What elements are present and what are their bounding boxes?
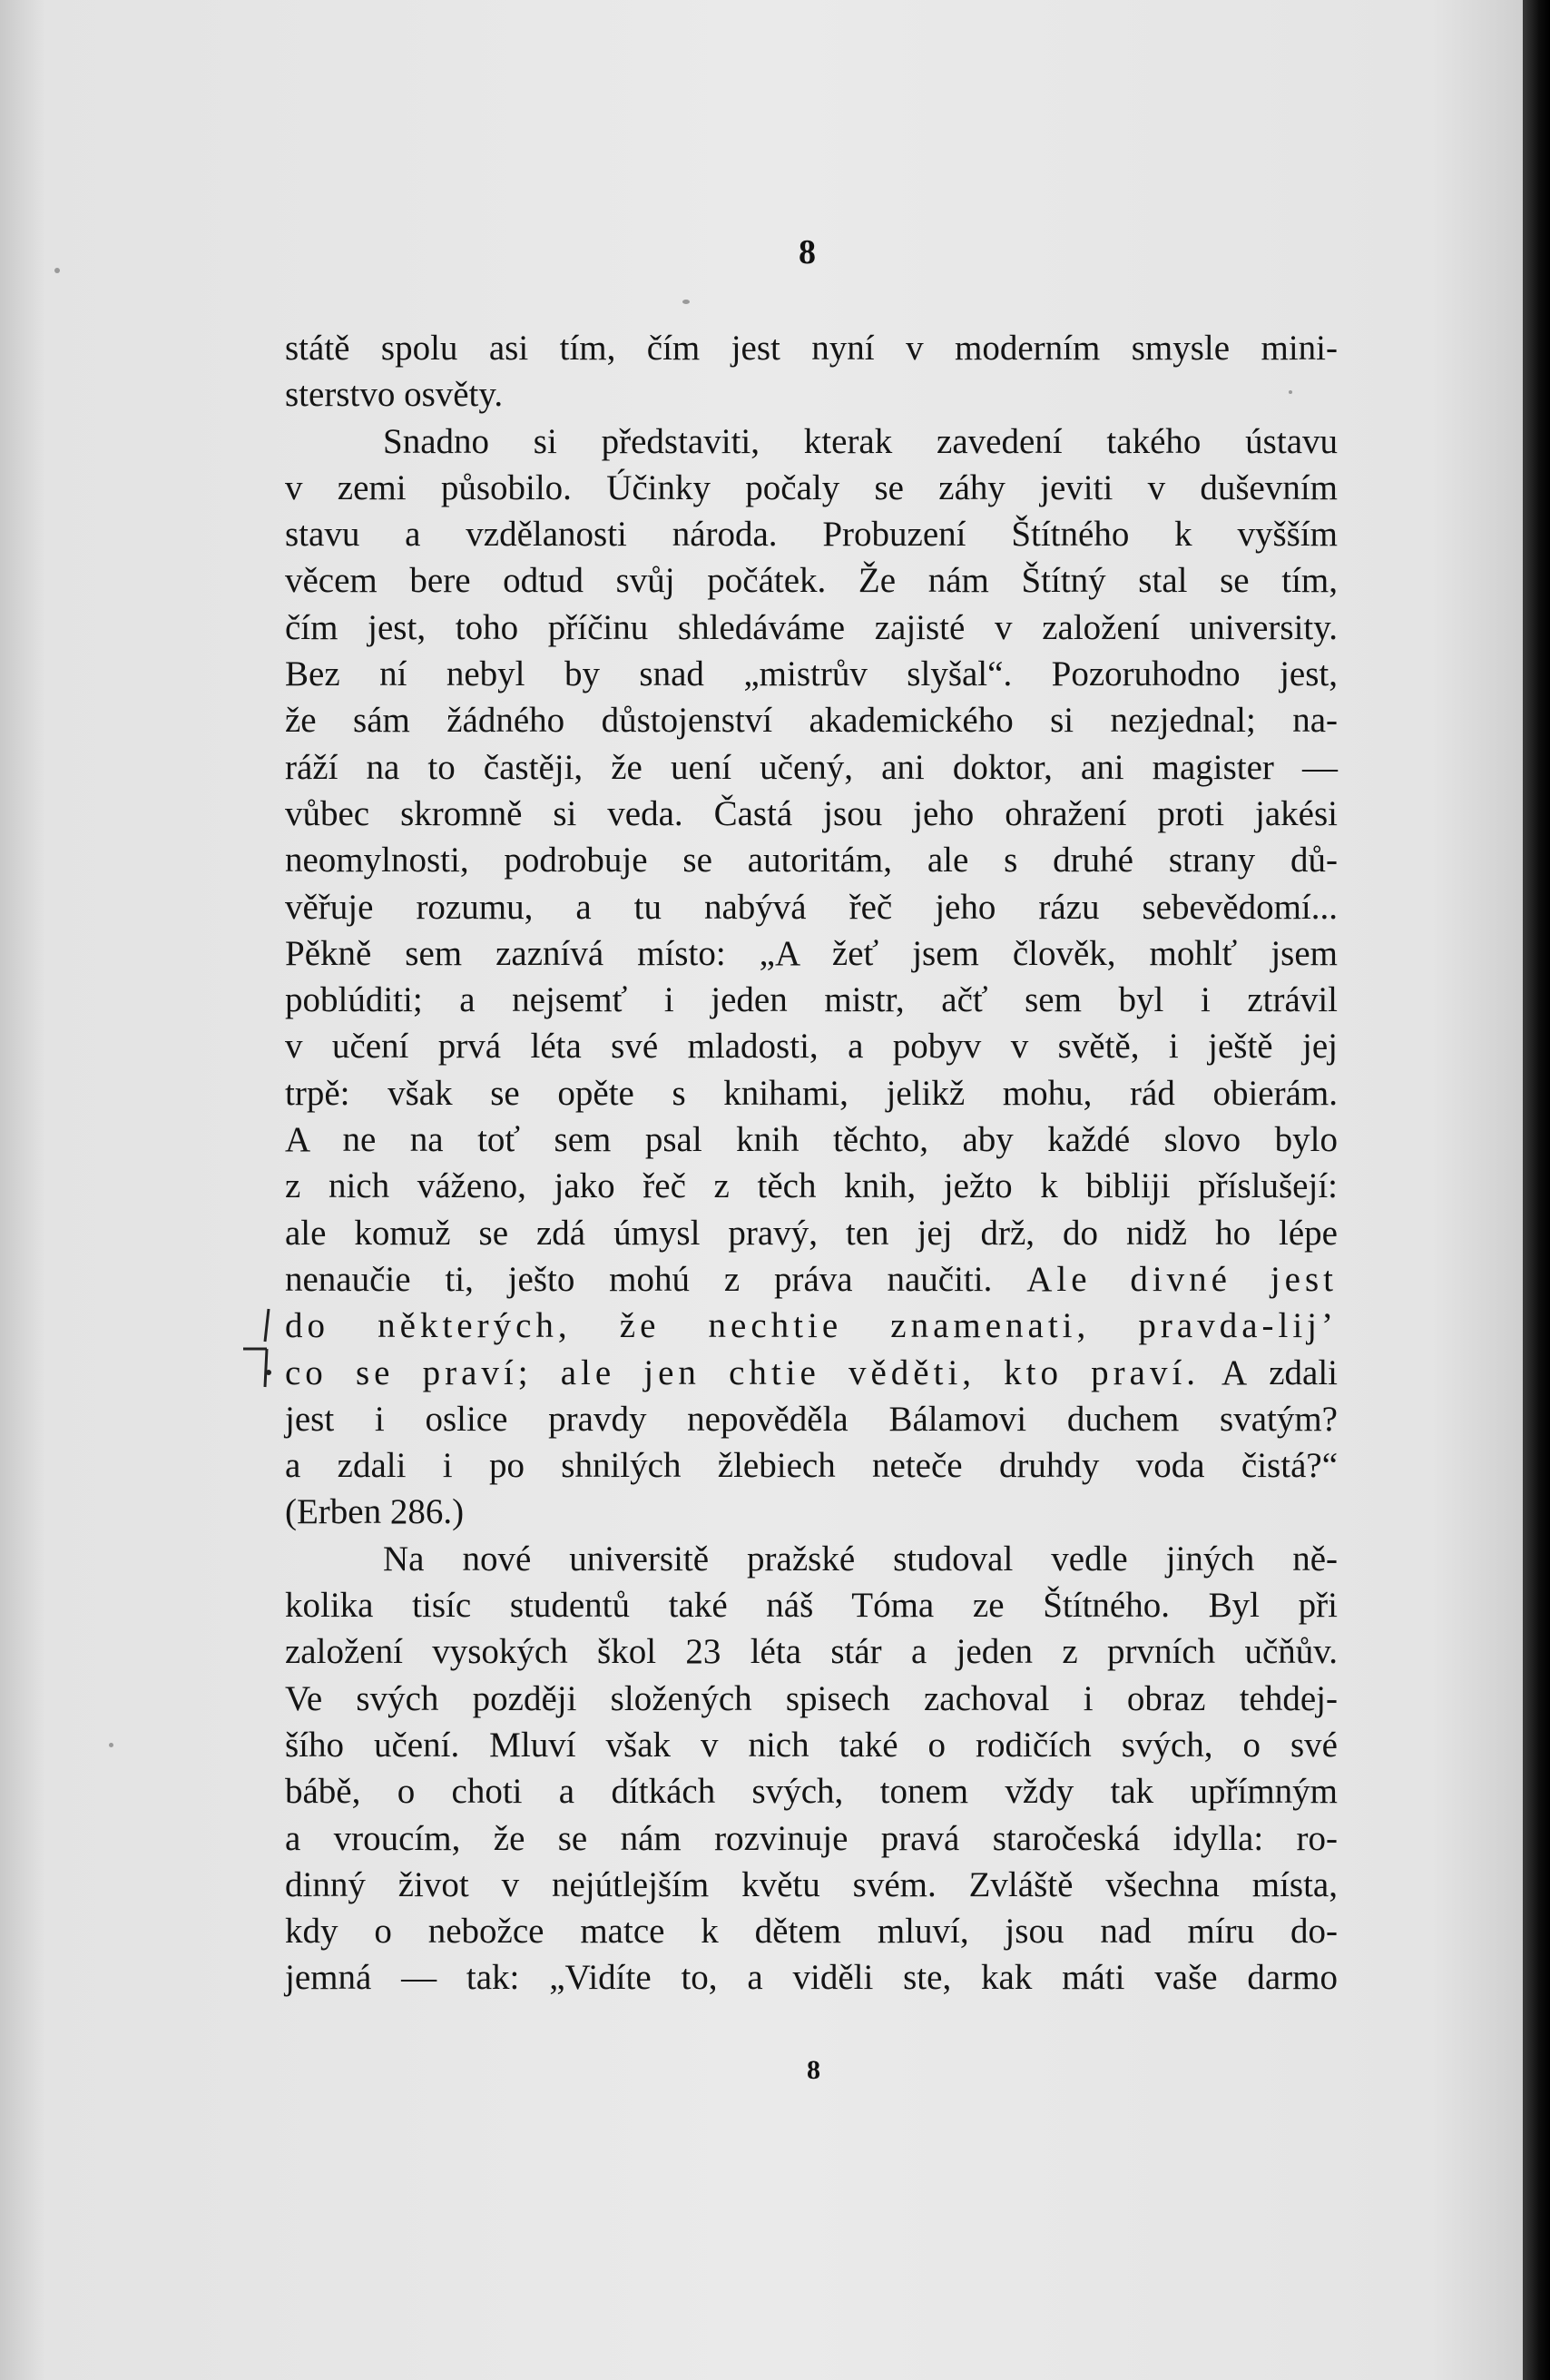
text-line: šího učení. Mluví však v nich také o rodičích svých, o své <box>285 1725 1338 1765</box>
scan-speck <box>1289 390 1292 394</box>
text-line: Pěkně sem zaznívá místo: „A žeť jsem člověk, mohlť jsem <box>285 933 1338 973</box>
text-line: z nich váženo, jako řeč z těch knih, ježto k bibliji příslušejí: <box>285 1166 1338 1206</box>
text-line: sterstvo osvěty. <box>285 375 504 415</box>
page-number-bottom: 8 <box>807 2055 820 2085</box>
text-line: a vroucím, že se nám rozvinuje pravá staročeská idylla: ro- <box>285 1818 1338 1858</box>
text-line-mixed <box>285 1350 1338 1396</box>
text-line: Snadno si představiti, kterak zavedení takého ústavu <box>383 421 1338 461</box>
text-line: ale komuž se zdá úmysl pravý, ten jej drž, do nidž ho lépe <box>285 1213 1338 1253</box>
text-line: ráží na to častěji, že uení učený, ani doktor, ani magister — <box>285 747 1338 787</box>
scan-speck <box>109 1743 113 1747</box>
text-line: bábě, o choti a dítkách svých, tonem vždy tak upřímným <box>285 1772 1338 1812</box>
text-line: dinný život v nejútlejším květu svém. Zvláště všechna místa, <box>285 1864 1338 1904</box>
text-line: (Erben 286.) <box>285 1492 465 1532</box>
text-line: neomylnosti, podrobuje se autoritám, ale s druhé strany dů- <box>285 841 1338 880</box>
text-line: poblúditi; a nejsemť i jeden mistr, ačť sem byl i ztrávil <box>285 980 1338 1020</box>
text-line: jemná — tak: „Vidíte to, a viděli ste, kak máti vaše darmo <box>285 1958 1338 1998</box>
body-text <box>285 325 1338 2001</box>
text-line-mixed <box>285 1256 1338 1303</box>
text-line: Na nové universitě pražské studoval vedle jiných ně- <box>383 1539 1338 1578</box>
scan-speck <box>54 268 60 273</box>
text-line: stavu a vzdělanosti národa. Probuzení Štítného k vyšším <box>285 515 1338 555</box>
scan-border <box>1523 0 1550 2380</box>
text-line: trpě: však se opěte s knihami, jelikž mohu, rád obierám. <box>285 1073 1338 1113</box>
text-line: a zdali i po shnilých žlebiech neteče druhdy voda čistá?“ <box>285 1446 1338 1486</box>
text-line: A ne na toť sem psal knih těchto, aby každé slovo bylo <box>285 1120 1338 1160</box>
text-line-spaced: do některých, že nechtie znamenati, pravda-lij’ <box>285 1306 1338 1346</box>
spaced-text-segment: Ale divné jest <box>1026 1259 1338 1299</box>
scan-speck <box>682 300 690 304</box>
handwritten-margin-mark <box>234 1305 280 1396</box>
text-segment: nenaučie ti, ješto mohú z práva naučiti. <box>285 1259 993 1299</box>
text-line: v učení prvá léta své mladosti, a pobyv v světě, i ještě jej <box>285 1027 1338 1067</box>
page-number-top: 8 <box>799 233 816 271</box>
text-line: věřuje rozumu, a tu nabývá řeč jeho rázu sebevědomí... <box>285 887 1338 927</box>
text-line: státě spolu asi tím, čím jest nyní v moderním smysle mini- <box>285 329 1338 368</box>
text-line: jest i oslice pravdy nepověděla Bálamovi duchem svatým? <box>285 1399 1338 1439</box>
text-line: že sám žádného důstojenství akademického si nezjednal; na- <box>285 701 1338 741</box>
spaced-text-segment: co se praví; ale jen chtie věděti, kto praví. <box>285 1352 1201 1392</box>
text-line: čím jest, toho příčinu shledáváme zajisté v založení university. <box>285 607 1338 647</box>
text-line: věcem bere odtud svůj počátek. Že nám Štítný stal se tím, <box>285 561 1338 601</box>
text-segment: A zdali <box>1221 1352 1338 1392</box>
text-line: v zemi působilo. Účinky počaly se záhy jeviti v duševním <box>285 467 1338 507</box>
text-line: Bez ní nebyl by snad „mistrův slyšal“. Pozoruhodno jest, <box>285 654 1338 694</box>
text-line: Ve svých později složených spisech zachoval i obraz tehdej- <box>285 1678 1338 1718</box>
text-line: vůbec skromně si veda. Častá jsou jeho ohražení proti jakési <box>285 793 1338 833</box>
text-line: kdy o nebožce matce k dětem mluví, jsou nad míru do- <box>285 1912 1338 1952</box>
text-line: kolika tisíc studentů také náš Tóma ze Štítného. Byl při <box>285 1586 1338 1626</box>
text-line: založení vysokých škol 23 léta stár a jeden z prvních učňův. <box>285 1632 1338 1672</box>
